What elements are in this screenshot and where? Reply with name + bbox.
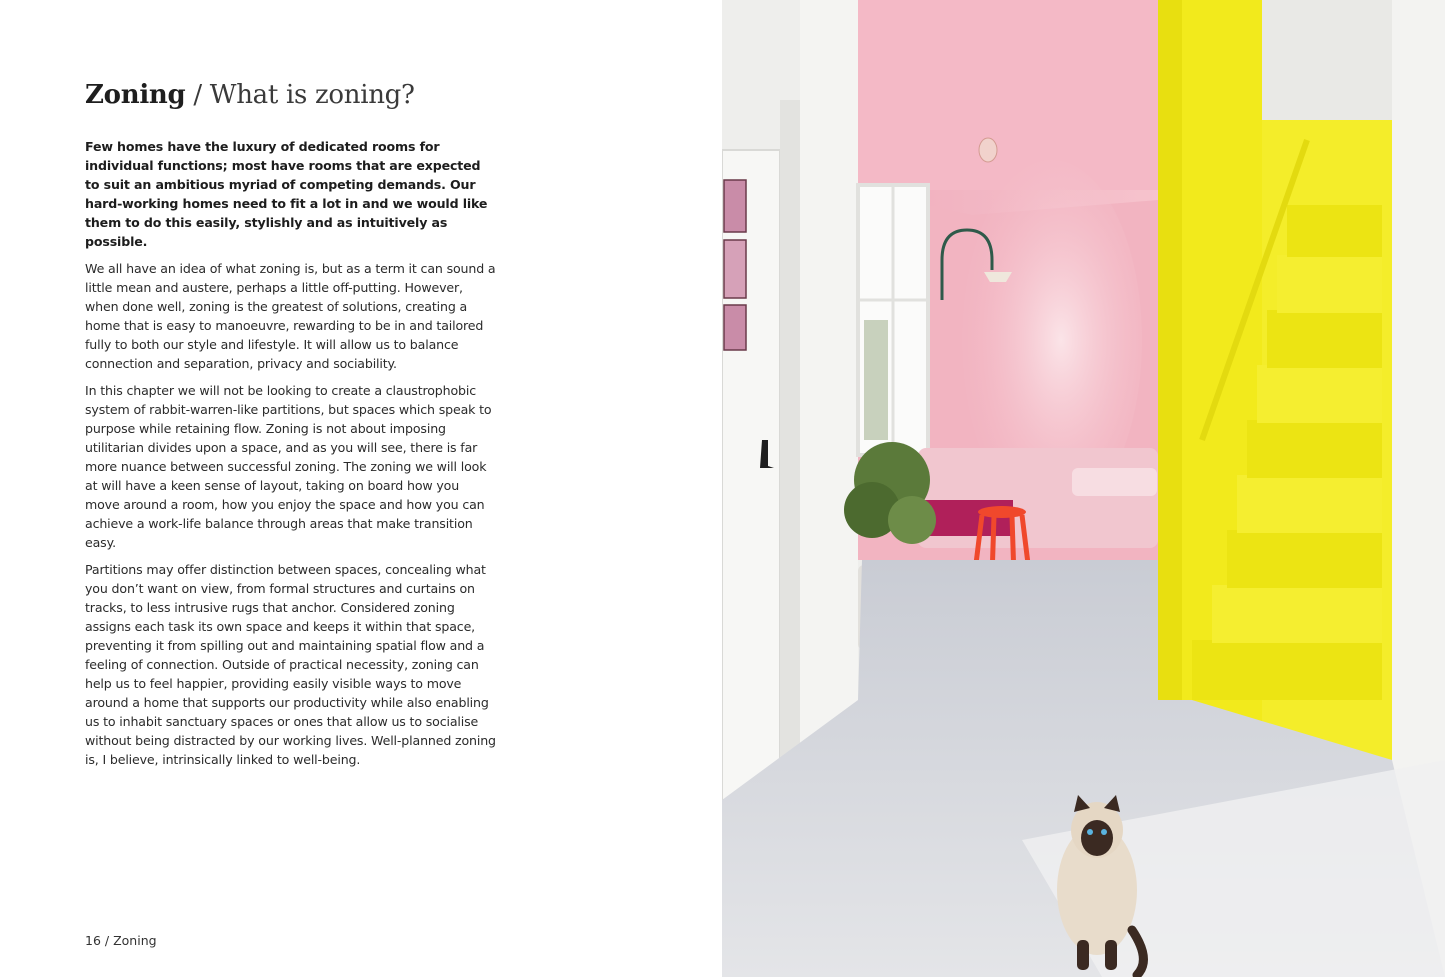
page-title [85,80,415,110]
page-footer [85,933,157,948]
stained-glass [724,305,746,350]
stained-glass [724,180,746,232]
photo-illustration [722,0,1445,977]
ceiling-lamp [979,138,997,162]
upper-landing [1262,0,1392,130]
lead-paragraph: Few homes have the luxury of dedicated rooms for individual functions; most have rooms that are expected to suit an ambitious myriad of competing demands. Our hard-working homes need to fit a lot in and we would like them to do this easily, stylishly and as intuitively as possible. [85,139,488,249]
interior-photo [722,0,1445,977]
footer-separator: / [104,933,110,948]
chapter-name: Zoning [85,80,186,110]
paragraph: In this chapter we will not be looking to create a claustrophobic system of rabbit-warren-like partitions, but spaces which speak to purpose while retaining flow. Zoning is not about imposing utilitarian divides upon a space, and as you will see, there is far more nuance between successful zoning. The zoning we will look at will have a keen sense of layout, taking on board how you move around a room, how you enjoy the space and how you can achieve a work-life balance through areas that make transition easy. [85,383,492,550]
footer-section: Zoning [113,933,157,948]
text-page [0,0,722,977]
body-text [85,137,497,777]
red-stool-seat [978,506,1026,518]
title-separator: / [193,80,202,110]
title-subtitle: What is zoning? [209,80,415,110]
paragraph: We all have an idea of what zoning is, but as a term it can sound a little mean and austere, perhaps a little off-putting. However, when done well, zoning is the greatest of solutions, creating a home that is easy to manoeuvre, rewarding to be in and tailored fully to both our style and lifestyle. It will allow us to balance connection and separation, privacy and sociability. [85,261,496,371]
pink-ceiling [858,0,1158,190]
sofa-pillow [1072,468,1157,496]
stained-glass [724,240,746,298]
paragraph: Partitions may offer distinction between spaces, concealing what you don’t want on view, from formal structures and curtains on tracks, to less intrusive rugs that anchor. Considered zoning assigns each task its own space and keeps it within that space, preventing it from spilling out and maintaining spatial flow and a feeling of connection. Outside of practical necessity, zoning can help us to feel happier, providing easily visible ways to move around a home that supports our productivity while also enabling us to inhabit sanctuary spaces or ones that allow us to socialise without being distracted by our working lives. Well-planned zoning is, I believe, intrinsically linked to well-being. [85,562,496,767]
page-number: 16 [85,933,101,948]
wall-pillar [800,0,858,800]
door-frame [780,100,800,800]
